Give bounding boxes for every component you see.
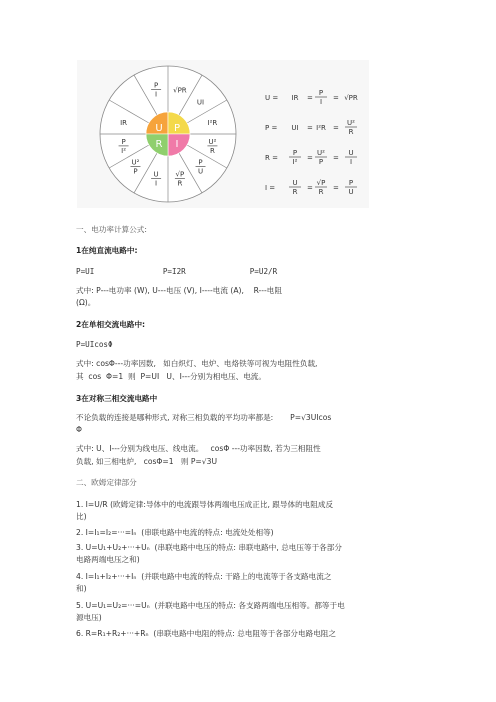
text-line: 6. R=R₁+R₂+···+Rₙ (串联电路中电阻的特点: 总电阻等于各部分电路电阻之 bbox=[76, 629, 336, 638]
text-line: 不论负载的连接是哪种形式, 对称三相负载的平均功率都是: P=√3UIcos bbox=[76, 413, 332, 422]
wheel-fraction-bottom: U bbox=[197, 167, 204, 176]
formula-lhs: U = bbox=[265, 94, 279, 102]
formula-denominator: P bbox=[318, 158, 324, 166]
text-line: 一、电功率计算公式: bbox=[76, 225, 147, 234]
wheel-term: UI bbox=[196, 98, 205, 107]
wheel-fraction-top: U² bbox=[131, 158, 140, 167]
formula-wheel bbox=[77, 60, 259, 208]
wheel-center-letter: I bbox=[175, 139, 179, 150]
formula-lhs: R = bbox=[265, 154, 278, 162]
formula-term: IR bbox=[291, 94, 299, 102]
text-line: 其 cos Φ=1 则 P=UI U、I---分别为相电压、电流。 bbox=[76, 372, 266, 381]
wheel-center-letter: R bbox=[155, 139, 163, 150]
wheel-fraction-bottom: I bbox=[155, 179, 158, 188]
formula-denominator: R bbox=[348, 128, 354, 136]
text-line: 电路两端电压之和) bbox=[76, 555, 140, 564]
text-line: 2在单相交流电路中: bbox=[76, 320, 146, 329]
formula-term: I²R bbox=[316, 124, 326, 132]
wheel-fraction-bottom: P bbox=[133, 167, 138, 176]
formula-denominator: I bbox=[349, 158, 353, 166]
formula-numerator: P bbox=[292, 149, 298, 157]
formula-denominator: R bbox=[292, 188, 298, 196]
formula-term: UI bbox=[291, 124, 299, 132]
formula-eq: = bbox=[307, 94, 313, 102]
formula-denominator: R bbox=[318, 188, 324, 196]
text-line: Φ bbox=[76, 425, 82, 434]
text-line: P=UI P=I2R P=U2/R bbox=[76, 267, 278, 276]
text-line: 比) bbox=[76, 512, 87, 521]
text-line: (Ω)。 bbox=[76, 298, 96, 307]
formula-numerator: U² bbox=[317, 149, 325, 157]
text-line: 3. U=U₁+U₂+···+Uₙ (串联电路中电压的特点: 串联电路中, 总电压等于各部分 bbox=[76, 543, 342, 552]
formula-numerator: √P bbox=[316, 179, 326, 187]
wheel-term: IR bbox=[120, 119, 128, 128]
text-line: 3在对称三相交流电路中 bbox=[76, 394, 158, 403]
text-line: 2. I=I₁=I₂=···=Iₙ (串联电路中电流的特点: 电流处处相等) bbox=[76, 528, 274, 537]
text-line: 1在纯直流电路中: bbox=[76, 246, 138, 255]
text-line: 式中: U、I---分别为线电压、线电流。 cosΦ ---功率因数, 若为三相阻性 bbox=[76, 444, 321, 453]
formula-eq: = bbox=[307, 184, 313, 192]
wheel-fraction-top: U² bbox=[208, 137, 217, 146]
formula-numerator: U bbox=[292, 179, 298, 187]
wheel-fraction-bottom: R bbox=[177, 179, 183, 188]
formula-term: √PR bbox=[344, 94, 358, 102]
formula-eq: = bbox=[307, 154, 313, 162]
formula-lhs: P = bbox=[265, 124, 278, 132]
formula-eq: = bbox=[307, 124, 313, 132]
formula-denominator: U bbox=[348, 188, 354, 196]
text-line: 4. I=I₁+I₂+···+Iₙ (并联电路中电流的特点: 干路上的电流等于各支路电流之 bbox=[76, 572, 332, 581]
wheel-term: I²R bbox=[207, 119, 218, 128]
formula-lhs: I = bbox=[265, 184, 276, 192]
wheel-fraction-top: P bbox=[121, 137, 126, 146]
text-line: 和) bbox=[76, 584, 87, 593]
wheel-fraction-bottom: I bbox=[155, 90, 158, 99]
wheel-center-letter: P bbox=[173, 123, 181, 134]
formula-numerator: P bbox=[318, 89, 324, 97]
wheel-fraction-bottom: R bbox=[209, 146, 215, 155]
text-line: 源电压) bbox=[76, 613, 102, 622]
formula-list bbox=[259, 60, 369, 208]
wheel-fraction-bottom: I² bbox=[121, 146, 127, 155]
formula-eq: = bbox=[333, 94, 339, 102]
formula-eq: = bbox=[333, 184, 339, 192]
text-line: 负载, 如三相电炉, cosΦ=1 则 P=√3U bbox=[76, 457, 218, 466]
formula-figure bbox=[77, 60, 369, 208]
text-line: 二、欧姆定律部分 bbox=[76, 478, 137, 487]
text-line: P=UIcosΦ bbox=[76, 340, 113, 349]
formula-denominator: I bbox=[319, 98, 323, 106]
wheel-center-letter: U bbox=[155, 123, 163, 134]
formula-numerator: P bbox=[348, 179, 354, 187]
text-line: 式中: cosΦ---功率因数, 如白炽灯、电炉、电烙铁等可视为电阻性负载, bbox=[76, 359, 318, 368]
text-line: 式中: P---电功率 (W), U---电压 (V), I----电流 (A), R---电阻 bbox=[76, 286, 282, 295]
text-line: 5. U=U₁=U₂=···=Uₙ (并联电路中电压的特点: 各支路两端电压相等。都等于电 bbox=[76, 601, 345, 610]
wheel-fraction-top: U bbox=[153, 170, 159, 179]
formula-numerator: U² bbox=[347, 119, 355, 127]
wheel-fraction-top: P bbox=[153, 81, 159, 90]
formula-eq: = bbox=[333, 154, 339, 162]
wheel-fraction-top: √P bbox=[175, 170, 185, 179]
wheel-fraction-top: P bbox=[198, 158, 203, 167]
formula-denominator: I² bbox=[292, 158, 298, 166]
text-line: 1. I=U/R (欧姆定律:导体中的电流跟导体两端电压成正比, 跟导体的电阻成反 bbox=[76, 500, 334, 509]
wheel-term: √PR bbox=[173, 86, 187, 95]
formula-numerator: U bbox=[348, 149, 354, 157]
formula-eq: = bbox=[333, 124, 339, 132]
